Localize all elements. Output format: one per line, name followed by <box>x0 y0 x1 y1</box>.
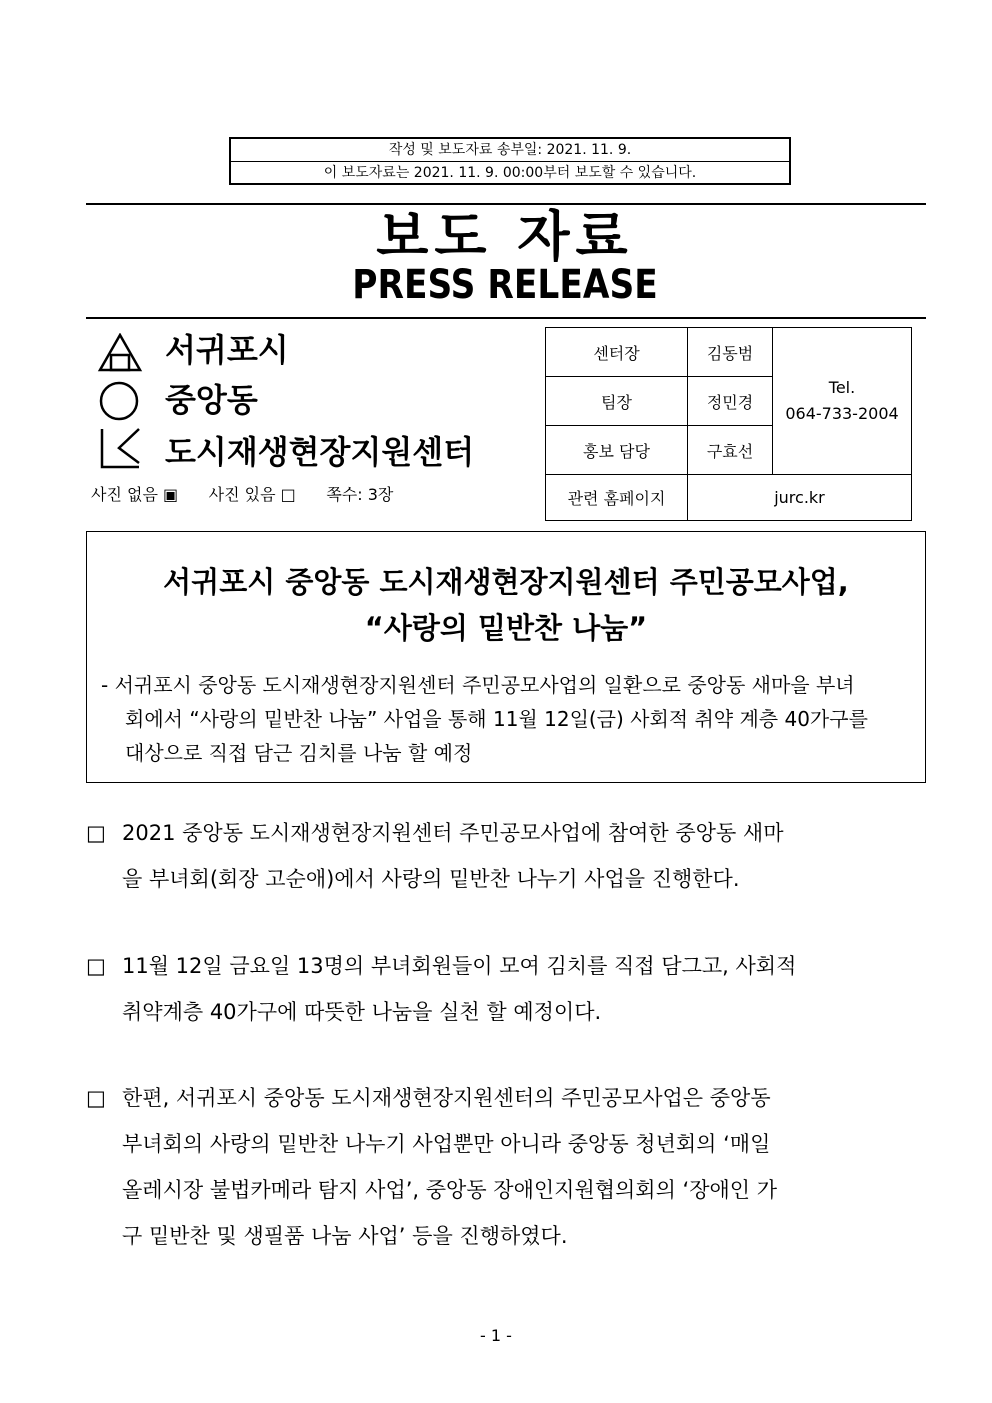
headline-line-2: “사랑의 밑반찬 나눔” <box>364 611 648 645</box>
summary-line: - 서귀포시 중앙동 도시재생현장지원센터 주민공모사업의 일환으로 중앙동 새마을 부녀 <box>101 673 855 697</box>
no-photo-label: 사진 없음 <box>91 485 158 504</box>
contact-table <box>545 327 912 521</box>
headline-line-1: 서귀포시 중앙동 도시재생현장지원센터 주민공모사업, <box>163 565 849 599</box>
release-info-box <box>229 137 791 185</box>
contact-role: 홍보 담당 <box>546 426 688 475</box>
headline-box <box>86 531 926 783</box>
homepage-label: 관련 홈페이지 <box>546 475 688 521</box>
paragraph-line: 한편, 서귀포시 중앙동 도시재생현장지원센터의 주민공모사업은 중앙동 <box>122 1086 771 1110</box>
tel-cell <box>773 328 912 475</box>
paragraph-line: 구 밑반찬 및 생필품 나눔 사업’ 등을 진행하였다. <box>122 1224 568 1248</box>
homepage-link[interactable]: jurc.kr <box>688 475 912 521</box>
summary-line: 대상으로 직접 담근 김치를 나눔 할 예정 <box>125 741 473 765</box>
org-line-3: 도시재생현장지원센터 <box>165 433 475 471</box>
square-bullet-icon: □ <box>86 821 106 845</box>
contact-name: 김동범 <box>688 328 773 377</box>
table-row <box>546 475 912 521</box>
bottom-rule <box>86 317 926 319</box>
title-korean: 보도 자료 <box>376 205 634 268</box>
summary-line: 회에서 “사랑의 밑반찬 나눔” 사업을 통해 11월 12일(금) 사회적 취약 계층 40가구를 <box>125 707 868 731</box>
k-bracket-logo-icon <box>97 427 143 469</box>
photo-info <box>91 484 393 506</box>
body-paragraph-1 <box>86 810 926 902</box>
paragraph-line: 2021 중앙동 도시재생현장지원센터 주민공모사업에 참여한 중앙동 새마 <box>122 821 784 845</box>
contact-role: 센터장 <box>546 328 688 377</box>
triangle-square-logo-icon <box>97 333 143 373</box>
square-bullet-icon: □ <box>86 954 106 978</box>
paragraph-line: 11월 12일 금요일 13명의 부녀회원들이 모여 김치를 직접 담그고, 사회적 <box>122 954 797 978</box>
page-number: - 1 - <box>480 1326 512 1345</box>
tel-label: Tel. <box>828 378 856 397</box>
title-english: PRESS RELEASE <box>352 262 658 308</box>
page-count: 쪽수: 3장 <box>326 485 394 504</box>
square-bullet-icon: □ <box>86 1086 106 1110</box>
has-photo-unchecked-icon: □ <box>280 485 296 504</box>
no-photo-checked-icon: ▣ <box>163 485 179 504</box>
headline-summary <box>101 668 921 770</box>
body-paragraph-2 <box>86 943 926 1035</box>
written-date: 작성 및 보도자료 송부일: 2021. 11. 9. <box>231 139 789 162</box>
paragraph-line: 부녀회의 사랑의 밑반찬 나누기 사업뿐만 아니라 중앙동 청년회의 ‘매일 <box>122 1132 771 1156</box>
embargo-notice: 이 보도자료는 2021. 11. 9. 00:00부터 보도할 수 있습니다. <box>323 165 697 181</box>
contact-name: 구효선 <box>688 426 773 475</box>
table-row <box>546 328 912 377</box>
body-paragraph-3 <box>86 1075 926 1259</box>
tel-number: 064-733-2004 <box>785 404 899 423</box>
circle-square-logo-icon <box>97 380 143 422</box>
paragraph-line: 을 부녀회(회장 고순애)에서 사랑의 밑반찬 나누기 사업을 진행한다. <box>122 867 740 891</box>
paragraph-line: 올레시장 불법카메라 탐지 사업’, 중앙동 장애인지원협의회의 ‘장애인 가 <box>122 1178 778 1202</box>
org-line-1: 서귀포시 <box>165 331 289 369</box>
org-line-2: 중앙동 <box>165 381 258 419</box>
paragraph-line: 취약계층 40가구에 따뜻한 나눔을 실천 할 예정이다. <box>122 1000 602 1024</box>
contact-name: 정민경 <box>688 377 773 426</box>
contact-role: 팀장 <box>546 377 688 426</box>
has-photo-label: 사진 있음 <box>208 485 276 504</box>
